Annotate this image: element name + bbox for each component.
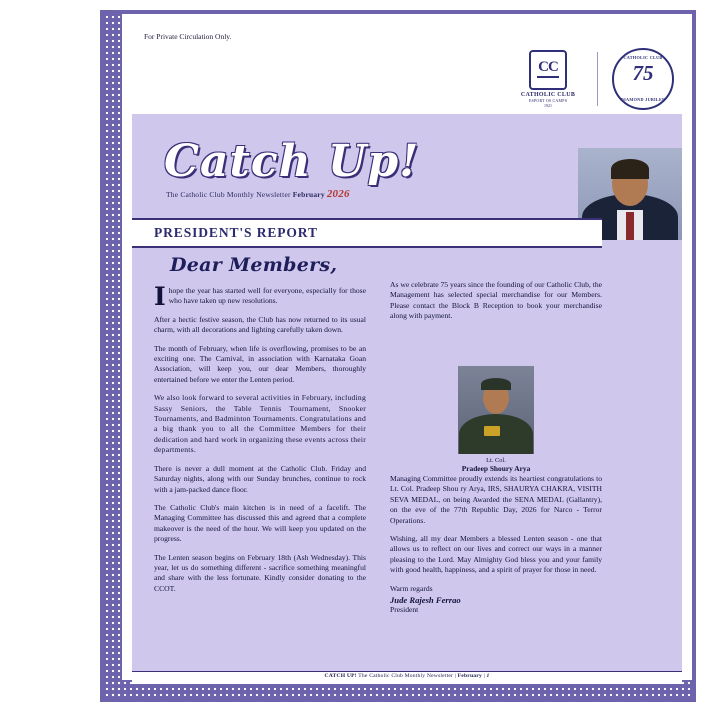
page-header [122,14,692,114]
footer-title: CATCH UP! [324,673,357,679]
paragraph: Wishing, all my dear Members a blessed Lenten season - one that allows us to reflect on our lives and correct our ways in a manner pleasing to the Lord. May Almighty God bless you and your family with good health, happiness, and a spirit of prayer for those in need. [390,534,602,575]
privacy-note: For Private Circulation Only. [144,32,232,41]
logo-group [513,48,674,110]
page-footer [132,672,682,684]
paragraph: The Catholic Club's main kitchen is in need of a facelift. The Managing Committee has discussed this and agreed that a complete makeover is the need of the hour. We will keep you updated on the progress. [154,502,366,544]
honoree-block [390,366,602,473]
jubilee-bottom-text: DIAMOND JUBILEE [620,97,666,102]
catholic-club-logo [513,50,583,108]
newsletter-content [132,114,682,672]
signature-block [390,583,602,616]
section-title-bar [132,218,602,248]
paragraph: After a hectic festive season, the Club has now returned to its usual charm, with all decorations and lighting carefully taken down. [154,314,366,335]
club-crest-icon [529,50,567,90]
paragraph: As we celebrate 75 years since the founding of our Catholic Club, the Management has selected special merchandise for our Members. Please contact the Block B Reception to book your merchandise along with payment. [390,280,602,321]
footer-separator-2: | [483,673,485,679]
page-title: PRESIDENT'S REPORT [154,225,318,240]
photo-tie [626,212,634,240]
masthead [132,114,682,214]
club-logo-name: CATHOLIC CLUB [520,92,576,98]
photo-hair [611,159,649,179]
masthead-month: February [292,190,325,199]
honoree-medals [484,426,500,436]
paragraph: The month of February, when life is overflowing, promises to be an exciting one. The Carnival, in association with Karnataka Goan Association, will keep you, our dear Members, thoroughly entertained before we enter the Lenten period. [154,343,366,384]
honoree-name: Pradeep Shoury Arya [461,464,531,473]
masthead-title: Catch Up! [164,136,420,187]
footer-subtitle: The Catholic Club Monthly Newsletter [358,673,454,679]
salutation: Dear Members, [170,254,338,276]
honoree-photo [458,366,534,454]
footer-month: February [457,673,482,679]
paragraph: The Lenten season begins on February 18th (Ash Wednesday). This year, let us do something different - sacrifice something meaningful and share with the less fortunate. Kindly consider donating to the CCOT. [154,552,366,593]
masthead-subtitle: The Catholic Club Monthly Newsletter [166,190,291,199]
paragraph: We also look forward to several activities in February, including Sassy Seniors, the Table Tennis Tournament, Snooker Tournaments, and Badminton Tournaments. Congratulations and a big thank you to all the Committee Members for their dedication and hard work in organizing these events across their departments. [154,393,366,455]
honoree-rank: Lt. Col. [486,457,506,464]
signature-name: Jude Rajesh Ferrao [390,595,461,605]
club-logo-subtitle: ESPORT OS CAMPS [528,98,568,103]
right-column-top [390,280,602,330]
logo-divider [597,52,598,106]
masthead-subtitle-row [166,188,350,200]
club-logo-year: 1921 [544,103,552,108]
dotted-band-left [104,14,122,698]
paragraph: Ihope the year has started well for everyone, especially for those who have taken up new resolutions. [154,282,366,311]
footer-text [132,673,682,679]
jubilee-top-text: CATHOLIC CLUB [623,55,663,60]
left-column [154,282,366,602]
masthead-year: 2026 [326,188,350,200]
right-column-bottom [390,474,602,602]
jubilee-logo [612,48,674,110]
paragraph: Managing Committee proudly extends its heartiest congratulations to Lt. Col. Pradeep Shou ry Arya, IRS, SHAURYA CHAKRA, VISITH SEVA MEDAL, on being Awarded the SENA MEDAL (Gallantry), on the eve of the 77th Republic Day, 2026 for Narco - Terror Operations. [390,474,602,525]
footer-page-number: 1 [486,673,490,679]
honoree-cap [481,378,511,390]
paragraph: There is never a dull moment at the Catholic Club. Friday and Saturday nights, along with our Sunday brunches, continue to rock with a jam-packed dance floor. [154,463,366,494]
signature-role: President [390,605,419,615]
footer-separator: | [454,673,457,679]
jubilee-number: 75 [632,61,654,85]
paragraph: Warm regards [390,583,433,593]
